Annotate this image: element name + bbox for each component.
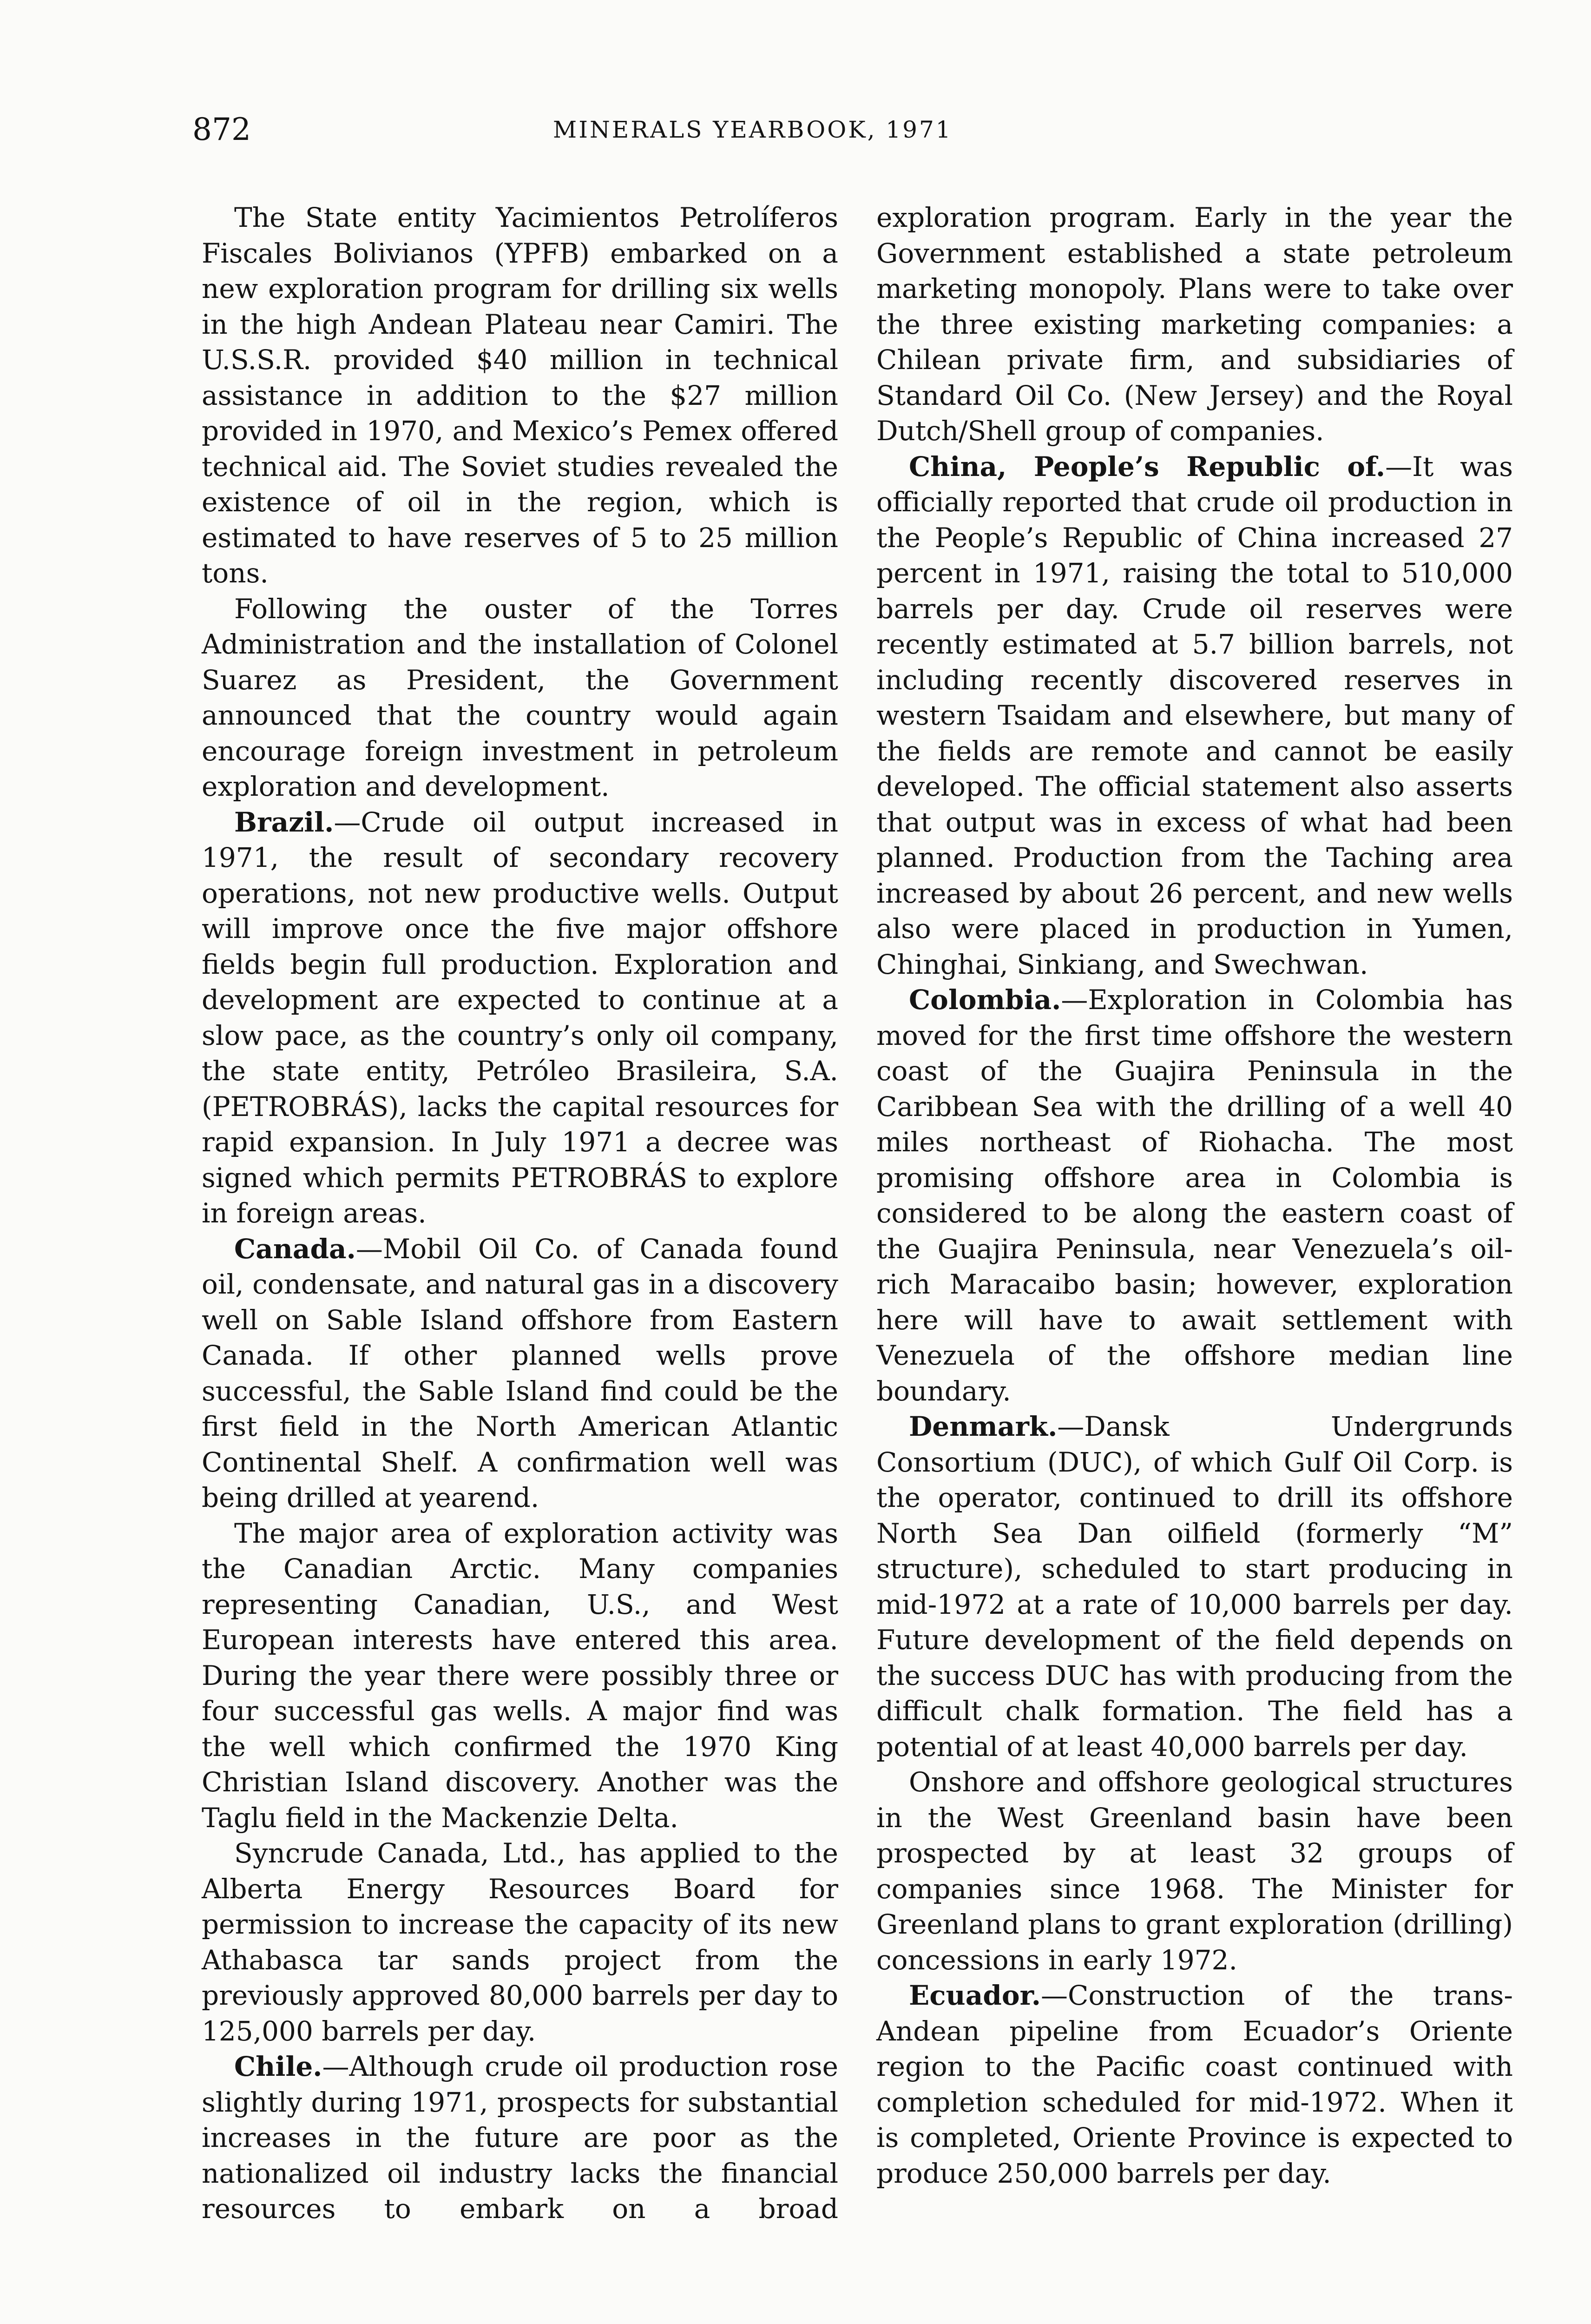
country-heading: Chile. xyxy=(234,2051,322,2082)
country-heading: Ecuador. xyxy=(909,1980,1041,2011)
paragraph-denmark: Denmark.—Dansk Undergrunds Consortium (DUC), of which Gulf Oil Corp. is the operator, continued to drill its offshore North Sea Dan oilfield (formerly “M” structure), scheduled to start producing in mid-1972 at a rate of 10,000 barrels per day. Future development of the field depends on the success DUC has with producing from the difficult chalk formation. The field has a potential of at least 40,000 barrels per day. xyxy=(876,1411,1513,1763)
page-number: 872 xyxy=(192,112,251,147)
country-heading: China, People’s Republic of. xyxy=(909,450,1386,482)
paragraph-continuation: exploration program. Early in the year the Government established a state petroleum marketing monopoly. Plans were to take over the three existing marketing companies: a Chilean private firm, and subsidiaries of Standard Oil Co. (New Jersey) and the Royal Dutch/Shell group of companies. xyxy=(876,202,1513,447)
left-column xyxy=(202,200,838,2227)
paragraph: Following the ouster of the Torres Administration and the installation of Colonel Suarez as President, the Government announced that the country would again encourage foreign investment in petroleum exploration and development. xyxy=(202,593,838,802)
country-heading: Brazil. xyxy=(234,806,334,838)
paragraph-china: China, People’s Republic of.—It was officially reported that crude oil production in the People’s Republic of China increased 27 percent in 1971, raising the total to 510,000 barrels per day. Crude oil reserves were recently estimated at 5.7 billion barrels, not including recently discovered reserves in western Tsaidam and elsewhere, but many of the fields are remote and cannot be easily developed. The official statement also asserts that output was in excess of what had been planned. Production from the Taching area increased by about 26 percent, and new wells also were placed in production in Yumen, Chinghai, Sinkiang, and Swechwan. xyxy=(876,450,1513,980)
paragraph-brazil: Brazil.—Crude oil output increased in 1971, the result of secondary recovery operations, not new productive wells. Output will improve once the five major offshore fields begin full production. Exploration and development are expected to continue at a slow pace, as the country’s only oil company, the state entity, Petróleo Brasileira, S.A. (PETROBRÁS), lacks the capital resources for rapid expansion. In July 1971 a decree was signed which permits PETROBRÁS to explore in foreign areas. xyxy=(202,806,838,1229)
country-heading: Denmark. xyxy=(909,1411,1058,1442)
paragraph: The State entity Yacimientos Petrolíferos Fiscales Bolivianos (YPFB) embarked on a new exploration program for drilling six wells in the high Andean Plateau near Camiri. The U.S.S.R. provided $40 million in technical assistance in addition to the $27 million provided in 1970, and Mexico’s Pemex offered technical aid. The Soviet studies revealed the existence of oil in the region, which is estimated to have reserves of 5 to 25 million tons. xyxy=(202,202,838,589)
country-heading: Colombia. xyxy=(909,984,1061,1016)
paragraph: Onshore and offshore geological structures in the West Greenland basin have been prospected by at least 32 groups of companies since 1968. The Minister for Greenland plans to grant exploration (drilling) concessions in early 1972. xyxy=(876,1766,1513,1976)
paragraph-ecuador: Ecuador.—Construction of the trans-Andean pipeline from Ecuador’s Oriente region to the Pacific coast continued with completion scheduled for mid-1972. When it is completed, Oriente Province is expected to produce 250,000 barrels per day. xyxy=(876,1980,1513,2189)
right-column xyxy=(876,200,1513,2191)
paragraph: The major area of exploration activity was the Canadian Arctic. Many companies representing Canadian, U.S., and West European interests have entered this area. During the year there were possibly three or four successful gas wells. A major find was the well which confirmed the 1970 King Christian Island discovery. Another was the Taglu field in the Mackenzie Delta. xyxy=(202,1517,838,1834)
paragraph-canada: Canada.—Mobil Oil Co. of Canada found oil, condensate, and natural gas in a discovery well on Sable Island offshore from Eastern Canada. If other planned wells prove successful, the Sable Island find could be the first field in the North American Atlantic Continental Shelf. A confirmation well was being drilled at yearend. xyxy=(202,1233,838,1513)
running-head: MINERALS YEARBOOK, 1971 xyxy=(553,116,953,143)
country-heading: Canada. xyxy=(234,1233,356,1265)
paragraph-chile: Chile.—Although crude oil production rose slightly during 1971, prospects for substantial increases in the future are poor as the nationalized oil industry lacks the financial resources to embark on a broad xyxy=(202,2051,838,2225)
paragraph-colombia: Colombia.—Exploration in Colombia has moved for the first time offshore the western coast of the Guajira Peninsula in the Caribbean Sea with the drilling of a well 40 miles northeast of Riohacha. The most promising offshore area in Colombia is considered to be along the eastern coast of the Guajira Peninsula, near Venezuela’s oil-rich Maracaibo basin; however, exploration here will have to await settlement with Venezuela of the offshore median line boundary. xyxy=(876,984,1513,1407)
paragraph: Syncrude Canada, Ltd., has applied to the Alberta Energy Resources Board for permission to increase the capacity of its new Athabasca tar sands project from the previously approved 80,000 barrels per day to 125,000 barrels per day. xyxy=(202,1837,838,2047)
